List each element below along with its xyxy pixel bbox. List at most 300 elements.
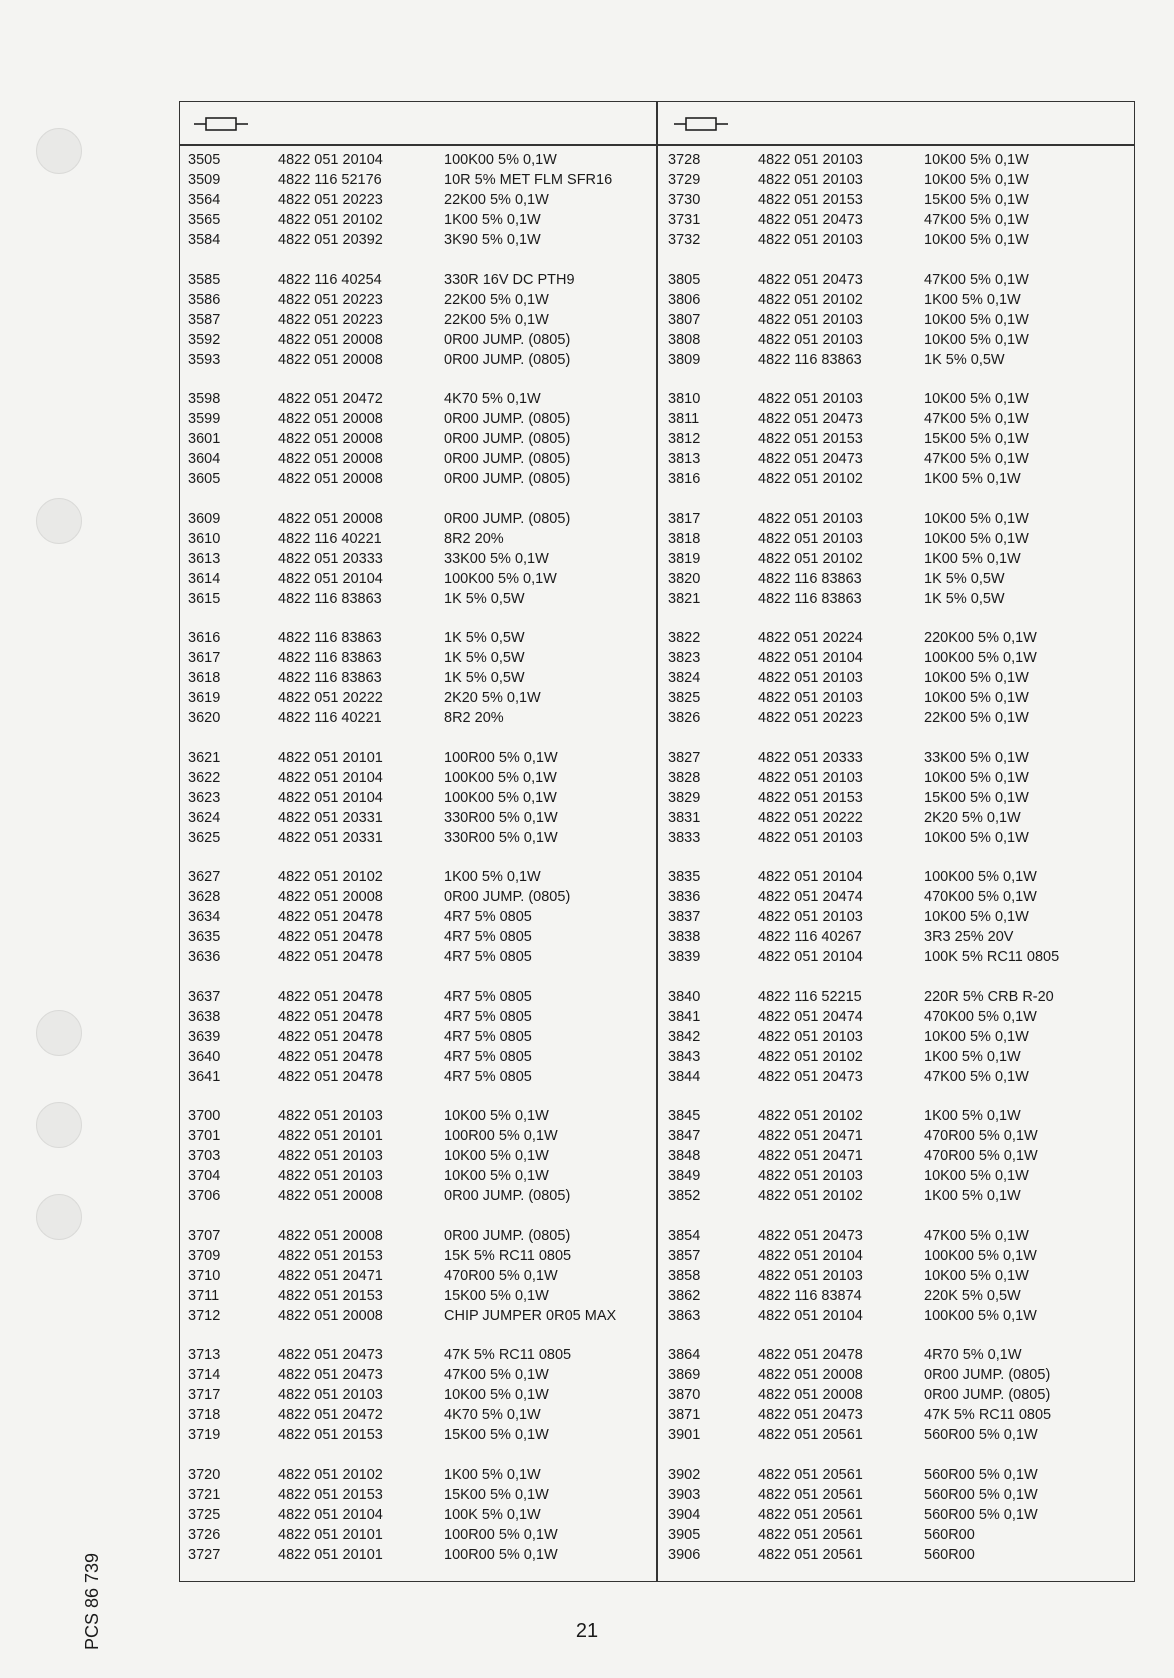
part-group: [668, 150, 1128, 250]
position-number: 3805: [668, 271, 701, 288]
table-row: [668, 429, 1128, 449]
position-number: 3858: [668, 1267, 701, 1284]
part-code: 4822 051 20473: [758, 411, 863, 427]
part-description: 0R00 JUMP. (0805): [444, 471, 571, 487]
part-description: 100R00 5% 0,1W: [444, 1546, 558, 1563]
position-number: 3720: [188, 1466, 221, 1483]
table-row: [668, 1266, 1128, 1286]
part-description: 0R00 JUMP. (0805): [444, 1188, 571, 1204]
table-row: [668, 1027, 1128, 1047]
position-number: 3870: [668, 1387, 701, 1403]
part-description: 0R00 JUMP. (0805): [444, 889, 571, 905]
punch-hole: [36, 128, 82, 174]
position-number: 3509: [188, 172, 221, 188]
part-code: 4822 051 20008: [278, 411, 383, 427]
part-description: 1K 5% 0,5W: [924, 590, 1005, 607]
part-code: 4822 051 20104: [278, 769, 383, 786]
position-number: 3712: [188, 1307, 221, 1324]
part-description: 10K00 5% 0,1W: [924, 1028, 1029, 1045]
table-row: [188, 1166, 648, 1186]
position-number: 3731: [668, 212, 701, 228]
part-description: 1K00 5% 0,1W: [444, 212, 541, 228]
part-code: 4822 051 20474: [758, 1008, 863, 1025]
position-number: 3627: [188, 869, 221, 885]
part-group: [668, 1465, 1128, 1565]
part-description: 100K00 5% 0,1W: [924, 1247, 1037, 1264]
part-group: [668, 1106, 1128, 1206]
position-number: 3728: [668, 152, 701, 168]
table-row: [188, 828, 648, 848]
part-description: 10K00 5% 0,1W: [924, 391, 1029, 407]
table-row: [188, 1246, 648, 1266]
part-group: [668, 987, 1128, 1087]
table-row: [188, 1485, 648, 1505]
table-row: [188, 569, 648, 589]
part-description: 4R7 5% 0805: [444, 1028, 532, 1045]
position-number: 3628: [188, 889, 221, 905]
part-code: 4822 051 20104: [278, 789, 383, 806]
position-number: 3843: [668, 1048, 701, 1065]
table-row: [668, 569, 1128, 589]
table-row: [188, 190, 648, 210]
part-code: 4822 051 20223: [758, 710, 863, 726]
part-group: [188, 628, 648, 728]
part-description: 0R00 JUMP. (0805): [444, 331, 571, 348]
table-row: [188, 1106, 648, 1126]
part-code: 4822 051 20102: [278, 212, 383, 228]
part-description: 4R7 5% 0805: [444, 929, 532, 945]
part-description: 330R00 5% 0,1W: [444, 809, 558, 826]
table-row: [188, 429, 648, 449]
part-code: 4822 051 20103: [758, 530, 863, 547]
part-code: 4822 051 20104: [758, 1307, 863, 1324]
position-number: 3616: [188, 630, 221, 646]
position-number: 3730: [668, 192, 701, 208]
position-number: 3901: [668, 1427, 701, 1443]
part-description: 4R7 5% 0805: [444, 949, 532, 965]
table-row: [188, 927, 648, 947]
position-number: 3707: [188, 1227, 221, 1244]
part-description: 4R7 5% 0805: [444, 988, 532, 1005]
position-number: 3836: [668, 889, 701, 905]
table-row: [668, 1126, 1128, 1146]
position-number: 3863: [668, 1307, 701, 1324]
table-row: [188, 469, 648, 489]
part-group: [188, 389, 648, 489]
part-description: 0R00 JUMP. (0805): [924, 1367, 1051, 1383]
part-code: 4822 051 20101: [278, 1128, 383, 1144]
table-row: [668, 748, 1128, 768]
table-row: [188, 1067, 648, 1087]
position-number: 3842: [668, 1028, 701, 1045]
position-number: 3854: [668, 1227, 701, 1244]
position-number: 3593: [188, 351, 221, 368]
part-code: 4822 051 20473: [278, 1347, 383, 1363]
part-code: 4822 051 20153: [758, 789, 863, 806]
part-code: 4822 051 20104: [758, 1247, 863, 1264]
position-number: 3869: [668, 1367, 701, 1383]
table-row: [668, 190, 1128, 210]
part-description: 10K00 5% 0,1W: [444, 1148, 549, 1164]
position-number: 3615: [188, 590, 221, 607]
position-number: 3822: [668, 630, 701, 646]
position-number: 3824: [668, 670, 701, 686]
table-row: [188, 1505, 648, 1525]
part-code: 4822 051 20103: [758, 670, 863, 686]
part-code: 4822 051 20222: [278, 690, 383, 706]
part-group: [188, 150, 648, 250]
table-row: [668, 409, 1128, 429]
part-description: 4R7 5% 0805: [444, 1048, 532, 1065]
part-code: 4822 051 20008: [758, 1367, 863, 1383]
part-description: 560R00 5% 0,1W: [924, 1506, 1038, 1523]
position-number: 3624: [188, 809, 221, 826]
part-description: 1K 5% 0,5W: [444, 630, 525, 646]
table-row: [188, 210, 648, 230]
part-code: 4822 051 20103: [758, 311, 863, 328]
position-number: 3833: [668, 829, 701, 846]
table-row: [188, 230, 648, 250]
table-row: [188, 290, 648, 310]
part-description: 220R 5% CRB R-20: [924, 988, 1054, 1005]
position-number: 3732: [668, 232, 701, 248]
position-number: 3618: [188, 670, 221, 686]
part-description: 10K00 5% 0,1W: [924, 152, 1029, 168]
position-number: 3640: [188, 1048, 221, 1065]
part-code: 4822 051 20103: [758, 829, 863, 846]
part-description: 47K00 5% 0,1W: [924, 451, 1029, 467]
table-row: [188, 409, 648, 429]
table-row: [668, 529, 1128, 549]
position-number: 3598: [188, 391, 221, 407]
part-description: 100K00 5% 0,1W: [924, 1307, 1037, 1324]
part-description: 1K00 5% 0,1W: [924, 550, 1021, 567]
position-number: 3617: [188, 650, 221, 666]
part-code: 4822 051 20473: [758, 271, 863, 288]
punch-hole: [36, 1010, 82, 1056]
table-row: [668, 1226, 1128, 1246]
position-number: 3820: [668, 570, 701, 587]
table-row: [188, 987, 648, 1007]
position-number: 3610: [188, 530, 221, 547]
position-number: 3587: [188, 311, 221, 328]
table-row: [668, 1106, 1128, 1126]
part-description: 1K00 5% 0,1W: [924, 1048, 1021, 1065]
part-code: 4822 051 20471: [758, 1128, 863, 1144]
position-number: 3841: [668, 1008, 701, 1025]
table-row: [668, 270, 1128, 290]
position-number: 3613: [188, 550, 221, 567]
position-number: 3604: [188, 451, 221, 467]
part-description: 1K00 5% 0,1W: [924, 1188, 1021, 1204]
part-code: 4822 051 20103: [758, 1267, 863, 1284]
part-description: 47K00 5% 0,1W: [924, 271, 1029, 288]
table-row: [668, 389, 1128, 409]
part-code: 4822 051 20561: [758, 1546, 863, 1563]
position-number: 3835: [668, 869, 701, 885]
table-row: [668, 648, 1128, 668]
position-number: 3636: [188, 949, 221, 965]
part-description: 0R00 JUMP. (0805): [444, 510, 571, 527]
table-row: [668, 1405, 1128, 1425]
part-code: 4822 051 20473: [758, 1068, 863, 1085]
part-code: 4822 051 20561: [758, 1526, 863, 1543]
table-row: [668, 310, 1128, 330]
position-number: 3592: [188, 331, 221, 348]
part-code: 4822 051 20103: [758, 909, 863, 925]
table-row: [188, 1146, 648, 1166]
part-description: 10K00 5% 0,1W: [924, 690, 1029, 706]
position-number: 3727: [188, 1546, 221, 1563]
table-row: [668, 1365, 1128, 1385]
part-description: 33K00 5% 0,1W: [924, 749, 1029, 766]
position-number: 3809: [668, 351, 701, 368]
position-number: 3829: [668, 789, 701, 806]
part-description: 10K00 5% 0,1W: [924, 510, 1029, 527]
table-row: [668, 469, 1128, 489]
part-code: 4822 051 20104: [758, 650, 863, 666]
part-description: 1K00 5% 0,1W: [924, 1108, 1021, 1124]
part-description: 4R7 5% 0805: [444, 909, 532, 925]
table-row: [668, 688, 1128, 708]
table-row: [668, 1166, 1128, 1186]
part-description: 10K00 5% 0,1W: [924, 530, 1029, 547]
position-number: 3505: [188, 152, 221, 168]
position-number: 3845: [668, 1108, 701, 1124]
part-code: 4822 051 20473: [758, 1227, 863, 1244]
part-code: 4822 051 20102: [758, 550, 863, 567]
part-description: 15K00 5% 0,1W: [444, 1427, 549, 1443]
table-row: [668, 170, 1128, 190]
part-code: 4822 051 20153: [278, 1287, 383, 1304]
position-number: 3714: [188, 1367, 221, 1383]
part-code: 4822 051 20471: [278, 1267, 383, 1284]
table-row: [188, 170, 648, 190]
table-row: [668, 808, 1128, 828]
part-code: 4822 116 83863: [278, 630, 382, 646]
position-number: 3862: [668, 1287, 701, 1304]
part-code: 4822 051 20561: [758, 1486, 863, 1503]
part-code: 4822 051 20478: [758, 1347, 863, 1363]
position-number: 3904: [668, 1506, 701, 1523]
part-description: 10K00 5% 0,1W: [924, 232, 1029, 248]
table-row: [188, 628, 648, 648]
table-row: [188, 389, 648, 409]
table-row: [188, 330, 648, 350]
part-description: 4R7 5% 0805: [444, 1068, 532, 1085]
part-description: 33K00 5% 0,1W: [444, 550, 549, 567]
part-description: 4K70 5% 0,1W: [444, 391, 541, 407]
parts-table: [179, 101, 1135, 1582]
part-code: 4822 051 20103: [758, 331, 863, 348]
part-description: 4R7 5% 0805: [444, 1008, 532, 1025]
part-description: 4K70 5% 0,1W: [444, 1407, 541, 1423]
position-number: 3719: [188, 1427, 221, 1443]
part-description: 15K00 5% 0,1W: [444, 1486, 549, 1503]
table-row: [668, 1186, 1128, 1206]
position-number: 3825: [668, 690, 701, 706]
part-code: 4822 051 20333: [278, 550, 383, 567]
part-description: 10K00 5% 0,1W: [924, 769, 1029, 786]
part-description: 560R00 5% 0,1W: [924, 1466, 1038, 1483]
part-description: 1K00 5% 0,1W: [924, 471, 1021, 487]
part-code: 4822 051 20473: [758, 212, 863, 228]
part-code: 4822 051 20103: [758, 690, 863, 706]
position-number: 3639: [188, 1028, 221, 1045]
part-description: 22K00 5% 0,1W: [444, 192, 549, 208]
table-row: [668, 828, 1128, 848]
part-description: 560R00: [924, 1546, 975, 1563]
position-number: 3906: [668, 1546, 701, 1563]
part-code: 4822 116 83874: [758, 1287, 862, 1304]
position-number: 3852: [668, 1188, 701, 1204]
table-row: [668, 1146, 1128, 1166]
part-description: 22K00 5% 0,1W: [444, 291, 549, 308]
part-code: 4822 051 20153: [278, 1427, 383, 1443]
table-row: [668, 1545, 1128, 1565]
position-number: 3808: [668, 331, 701, 348]
table-row: [188, 668, 648, 688]
part-code: 4822 051 20008: [278, 451, 383, 467]
table-row: [188, 150, 648, 170]
part-group: [188, 509, 648, 609]
left-parts-column: [188, 150, 648, 1584]
table-row: [188, 1525, 648, 1545]
part-group: [668, 1226, 1128, 1326]
table-row: [188, 1545, 648, 1565]
part-code: 4822 051 20008: [278, 1227, 383, 1244]
part-code: 4822 051 20102: [758, 291, 863, 308]
position-number: 3827: [668, 749, 701, 766]
part-code: 4822 051 20103: [758, 1028, 863, 1045]
resistor-icon: [672, 112, 730, 136]
position-number: 3837: [668, 909, 701, 925]
table-row: [188, 887, 648, 907]
table-row: [668, 230, 1128, 250]
position-number: 3807: [668, 311, 701, 328]
table-row: [188, 1126, 648, 1146]
part-description: 470K00 5% 0,1W: [924, 1008, 1037, 1025]
part-code: 4822 051 20104: [278, 570, 383, 587]
part-description: 1K00 5% 0,1W: [924, 291, 1021, 308]
position-number: 3706: [188, 1188, 221, 1204]
part-description: 470R00 5% 0,1W: [444, 1267, 558, 1284]
part-description: 1K 5% 0,5W: [444, 590, 525, 607]
part-code: 4822 051 20102: [758, 1108, 863, 1124]
part-code: 4822 051 20102: [278, 1466, 383, 1483]
part-description: 47K 5% RC11 0805: [444, 1347, 572, 1363]
part-description: 560R00 5% 0,1W: [924, 1427, 1038, 1443]
part-description: 100R00 5% 0,1W: [444, 749, 558, 766]
table-row: [188, 907, 648, 927]
table-row: [668, 1345, 1128, 1365]
part-description: 330R 16V DC PTH9: [444, 271, 575, 288]
position-number: 3806: [668, 291, 701, 308]
part-code: 4822 051 20331: [278, 809, 383, 826]
table-row: [668, 1246, 1128, 1266]
table-row: [668, 1505, 1128, 1525]
table-row: [668, 947, 1128, 967]
table-row: [668, 867, 1128, 887]
table-row: [188, 1027, 648, 1047]
part-code: 4822 051 20008: [278, 331, 383, 348]
part-description: 1K 5% 0,5W: [444, 670, 525, 686]
part-code: 4822 051 20008: [758, 1387, 863, 1403]
part-code: 4822 051 20478: [278, 929, 383, 945]
part-description: 0R00 JUMP. (0805): [444, 351, 571, 368]
table-row: [668, 509, 1128, 529]
table-row: [188, 708, 648, 728]
punch-hole: [36, 1102, 82, 1148]
table-row: [668, 788, 1128, 808]
part-code: 4822 051 20472: [278, 1407, 383, 1423]
table-row: [668, 668, 1128, 688]
position-number: 3838: [668, 929, 701, 945]
part-code: 4822 051 20008: [278, 1188, 383, 1204]
part-description: 15K00 5% 0,1W: [444, 1287, 549, 1304]
position-number: 3840: [668, 988, 701, 1005]
part-description: 100K 5% 0,1W: [444, 1506, 541, 1523]
part-description: 15K00 5% 0,1W: [924, 431, 1029, 447]
part-description: 470R00 5% 0,1W: [924, 1128, 1038, 1144]
position-number: 3709: [188, 1247, 221, 1264]
part-code: 4822 051 20103: [758, 172, 863, 188]
table-row: [668, 1485, 1128, 1505]
part-description: 100K00 5% 0,1W: [444, 152, 557, 168]
part-code: 4822 051 20008: [278, 351, 383, 368]
part-description: 10K00 5% 0,1W: [924, 670, 1029, 686]
part-code: 4822 116 52215: [758, 988, 862, 1005]
position-number: 3811: [668, 411, 700, 427]
table-row: [668, 549, 1128, 569]
part-description: 0R00 JUMP. (0805): [444, 451, 571, 467]
part-code: 4822 116 83863: [278, 650, 382, 666]
part-group: [188, 270, 648, 370]
table-row: [188, 1226, 648, 1246]
table-row: [668, 628, 1128, 648]
page-number: 21: [575, 1620, 599, 1642]
part-description: 47K00 5% 0,1W: [924, 411, 1029, 427]
part-code: 4822 051 20473: [758, 451, 863, 467]
part-description: 100K00 5% 0,1W: [924, 869, 1037, 885]
part-description: 4R70 5% 0,1W: [924, 1347, 1022, 1363]
table-row: [668, 1465, 1128, 1485]
position-number: 3609: [188, 510, 221, 527]
column-divider: [656, 102, 658, 1581]
part-description: 8R2 20%: [444, 710, 504, 726]
part-code: 4822 051 20103: [758, 232, 863, 248]
part-code: 4822 051 20104: [758, 869, 863, 885]
position-number: 3812: [668, 431, 701, 447]
table-row: [668, 1047, 1128, 1067]
document-code: PCS 86 739: [82, 1552, 102, 1650]
part-group: [668, 867, 1128, 967]
part-code: 4822 116 83863: [758, 590, 862, 607]
part-code: 4822 051 20474: [758, 889, 863, 905]
table-row: [188, 788, 648, 808]
part-group: [668, 748, 1128, 848]
part-description: 0R00 JUMP. (0805): [444, 431, 571, 447]
part-code: 4822 051 20478: [278, 1028, 383, 1045]
table-row: [188, 1345, 648, 1365]
table-row: [188, 688, 648, 708]
part-description: 220K 5% 0,5W: [924, 1287, 1021, 1304]
part-code: 4822 116 40267: [758, 929, 862, 945]
part-code: 4822 051 20472: [278, 391, 383, 407]
table-row: [188, 648, 648, 668]
table-row: [188, 449, 648, 469]
part-group: [668, 628, 1128, 728]
